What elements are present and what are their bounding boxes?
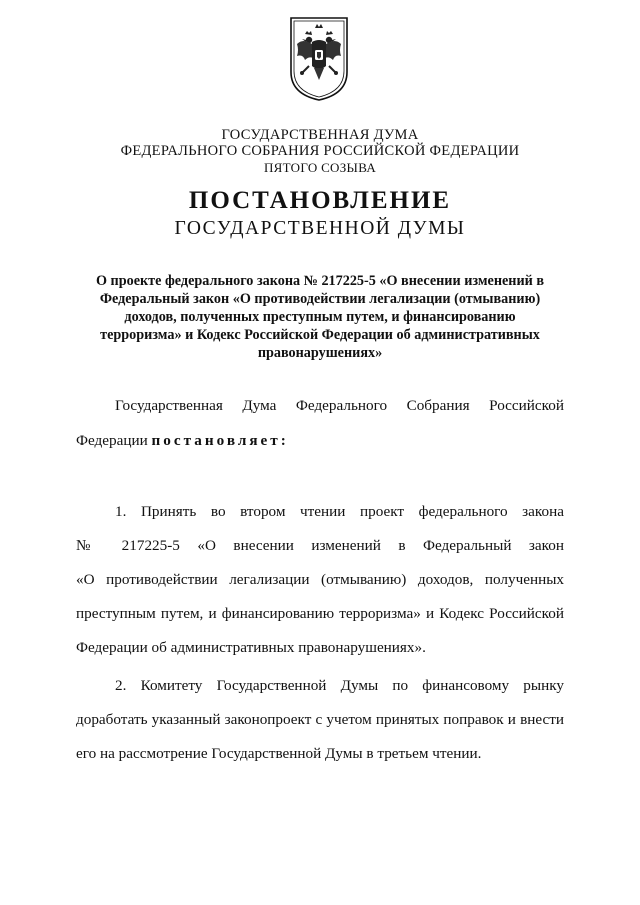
preamble-line-start: Федерации — [76, 432, 152, 449]
title-line: О проекте федерального закона № 217225-5 «О внесении изменений в — [95, 273, 545, 289]
coat-of-arms-emblem — [285, 14, 353, 102]
item-line: доработать указанный законопроект с учетом принятых поправок и внести — [76, 711, 564, 728]
preamble-line: Государственная Дума Федерального Собрания Российской — [115, 397, 564, 414]
item-line: Федерации об административных правонарушениях». — [76, 639, 426, 656]
title-line: правонарушениях» — [257, 345, 383, 361]
title-line: терроризма» и Кодекс Российской Федерации об административных — [100, 327, 540, 343]
header-convocation: ПЯТОГО СОЗЫВА — [263, 160, 377, 175]
item-line: «О противодействии легализации (отмыванию) доходов, полученных — [76, 571, 564, 588]
item-line: 1. Принять во втором чтении проект федерального закона — [115, 503, 564, 520]
header-federal-assembly: ФЕДЕРАЛЬНОГО СОБРАНИЯ РОССИЙСКОЙ ФЕДЕРАЦИИ — [120, 143, 520, 159]
header-state-duma: ГОСУДАРСТВЕННАЯ ДУМА — [221, 127, 419, 143]
item-line: 2. Комитету Государственной Думы по финансовому рынку — [115, 677, 564, 694]
item-line: его на рассмотрение Государственной Думы в третьем чтении. — [76, 745, 482, 762]
title-line: доходов, полученных преступным путем, и финансированию — [124, 309, 516, 325]
document-issuer-heading: ГОСУДАРСТВЕННОЙ ДУМЫ — [174, 218, 466, 239]
document-type-heading: ПОСТАНОВЛЕНИЕ — [188, 187, 452, 214]
preamble-line-2 — [76, 432, 564, 450]
title-line: Федеральный закон «О противодействии легализации (отмыванию) — [99, 291, 541, 307]
item-line: преступным путем, и финансированию терроризма» и Кодекс Российской — [76, 605, 564, 622]
item-line: № 217225-5 «О внесении изменений в Федеральный закон — [76, 537, 564, 554]
decree-verb: постановляет: — [151, 432, 289, 449]
